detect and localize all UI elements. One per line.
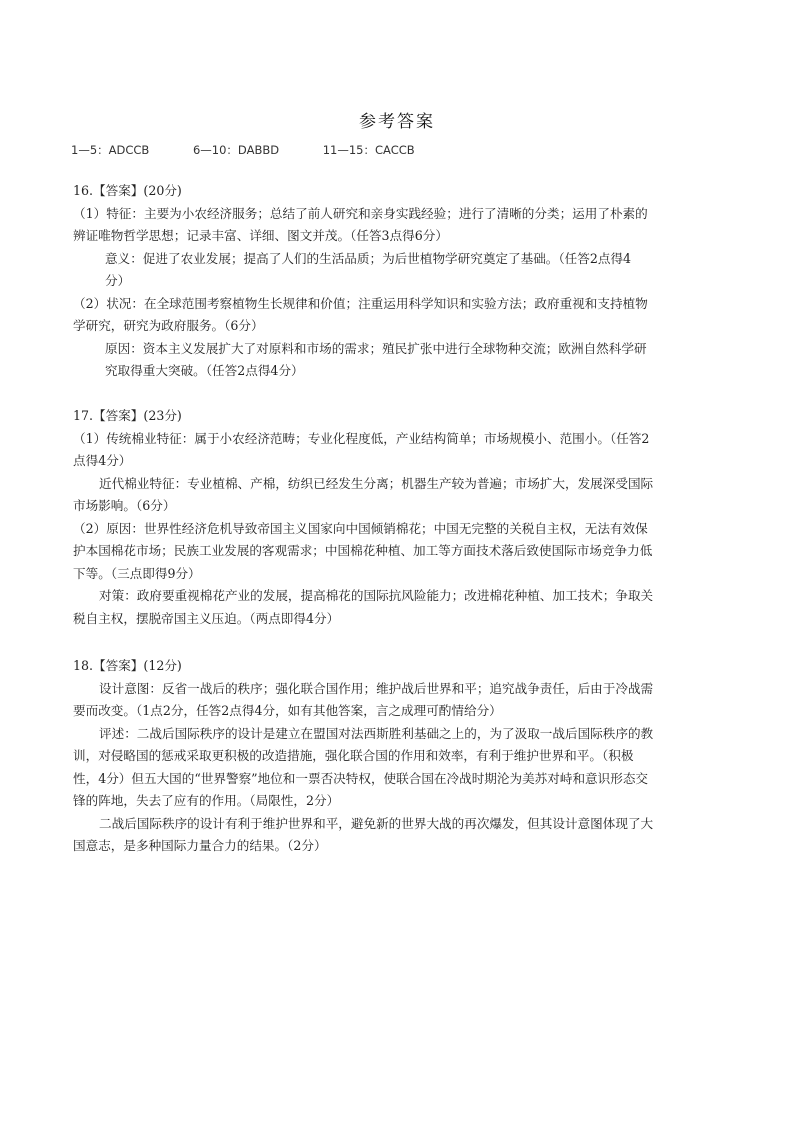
q18-line: 设计意图：反省一战后的秩序；强化联合国作用；维护战后世界和平；追究战争责任，后由于冷战需 bbox=[99, 680, 654, 696]
question-17 bbox=[71, 405, 721, 630]
q16-line: 究取得重大突破。（任答2点得4分） bbox=[105, 363, 304, 378]
multiple-choice-answers bbox=[71, 142, 455, 158]
q18-line: 性，4分）但五大国的“世界警察”地位和一票否决特权，使联合国在冷战时期沦为美苏对峙和意识形态交 bbox=[73, 770, 649, 786]
q18-line: 训，对侵略国的惩戒采取更积极的改造措施，强化联合国的作用和效率，有利于维护世界和平。（积极 bbox=[73, 748, 634, 763]
q17-heading: 17.【答案】(23分) bbox=[73, 408, 182, 423]
q16-line: 学研究，研究为政府服务。（6分） bbox=[73, 318, 264, 333]
q17-line: （2）原因：世界性经济危机导致帝国主义国家向中国倾销棉花；中国无完整的关税自主权，无法有效保 bbox=[73, 520, 648, 536]
mc-answer-11-15: 11—15：CACCB bbox=[322, 143, 415, 157]
q18-line: 锋的阵地，失去了应有的作用。（局限性，2分） bbox=[73, 793, 340, 808]
page-title: 参考答案 bbox=[359, 112, 435, 132]
mc-answer-1-5: 1—5：ADCCB bbox=[71, 143, 150, 157]
q16-line: 意义：促进了农业发展；提高了人们的生活品质；为后世植物学研究奠定了基础。（任答2点得4 bbox=[105, 250, 632, 266]
q16-line: （2）状况：在全球范围考察植物生长规律和价值；注重运用科学知识和实验方法；政府重视和支持植物 bbox=[73, 295, 648, 311]
q17-line: 税自主权，摆脱帝国主义压迫。（两点即得4分） bbox=[73, 610, 340, 626]
q18-line: 国意志，是多种国际力量合力的结果。（2分） bbox=[73, 838, 327, 853]
question-16 bbox=[71, 180, 721, 383]
q16-heading: 16.【答案】(20分) bbox=[73, 183, 182, 198]
q16-line: 分） bbox=[105, 273, 131, 288]
q17-line: 市场影响。（6分） bbox=[73, 498, 176, 513]
q17-line: 点得4分） bbox=[73, 453, 132, 468]
q17-line: 护本国棉花市场；民族工业发展的客观需求；中国棉花种植、加工等方面技术落后致使国际市场竞争力低 bbox=[73, 543, 653, 558]
q18-heading: 18.【答案】(12分) bbox=[73, 658, 182, 673]
question-18 bbox=[71, 655, 721, 858]
q18-line: 二战后国际秩序的设计有利于维护世界和平，避免新的世界大战的再次爆发，但其设计意图体现了大 bbox=[99, 815, 654, 831]
q18-line: 要而改变。（1点2分，任答2点得4分，如有其他答案，言之成理可酌情给分） bbox=[73, 703, 502, 718]
q17-line: 下等。（三点即得9分） bbox=[73, 565, 201, 581]
mc-answer-6-10: 6—10：DABBD bbox=[192, 143, 280, 157]
q16-line: 辨证唯物哲学思想；记录丰富、详细、图文并茂。（任答3点得6分） bbox=[73, 228, 448, 243]
q18-line: 评述：二战后国际秩序的设计是建立在盟国对法西斯胜利基础之上的，为了汲取一战后国际秩序的教 bbox=[99, 725, 654, 741]
q17-line: （1）传统棉业特征：属于小农经济范畴；专业化程度低，产业结构简单；市场规模小、范围小。（任答2 bbox=[73, 430, 650, 446]
q16-line: （1）特征：主要为小农经济服务；总结了前人研究和亲身实践经验；进行了清晰的分类；运用了朴素的 bbox=[73, 205, 648, 221]
q17-line: 近代棉业特征：专业植棉、产棉，纺织已经发生分离；机器生产较为普遍；市场扩大，发展深受国际 bbox=[99, 475, 654, 491]
q17-line: 对策：政府要重视棉花产业的发展，提高棉花的国际抗风险能力；改进棉花种植、加工技术；争取关 bbox=[99, 588, 654, 603]
q16-line: 原因：资本主义发展扩大了对原料和市场的需求；殖民扩张中进行全球物种交流；欧洲自然科学研 bbox=[105, 340, 647, 356]
